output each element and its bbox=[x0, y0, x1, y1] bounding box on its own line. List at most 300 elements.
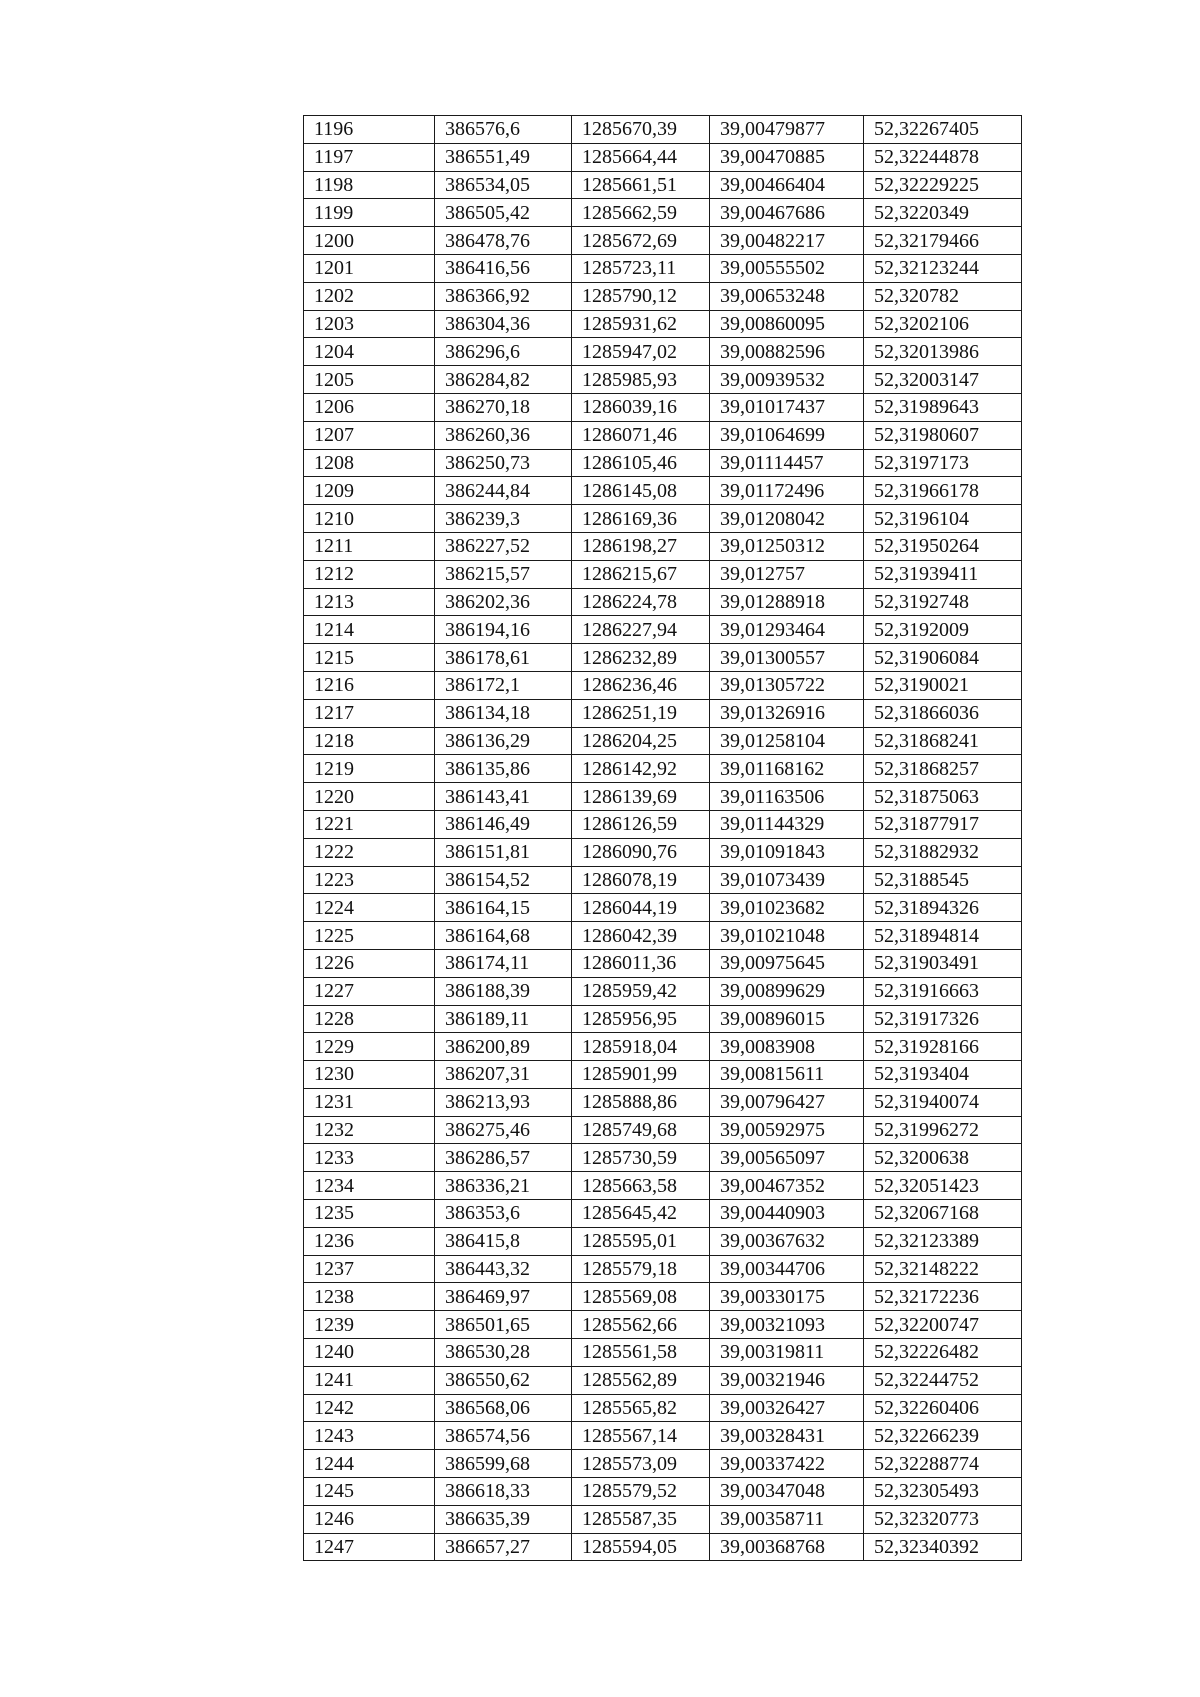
longitude-cell: 39,01163506 bbox=[710, 783, 864, 811]
longitude-cell: 39,00796427 bbox=[710, 1088, 864, 1116]
point-number-cell: 1208 bbox=[304, 449, 435, 477]
x-coordinate-cell: 386143,41 bbox=[435, 783, 572, 811]
coordinates-sheet bbox=[303, 115, 1022, 1561]
y-coordinate-cell: 1285672,69 bbox=[572, 227, 710, 255]
y-coordinate-cell: 1285595,01 bbox=[572, 1227, 710, 1255]
y-coordinate-cell: 1285947,02 bbox=[572, 338, 710, 366]
x-coordinate-cell: 386599,68 bbox=[435, 1450, 572, 1478]
y-coordinate-cell: 1286198,27 bbox=[572, 532, 710, 560]
table-row bbox=[304, 1172, 1022, 1200]
x-coordinate-cell: 386657,27 bbox=[435, 1533, 572, 1561]
longitude-cell: 39,00367632 bbox=[710, 1227, 864, 1255]
y-coordinate-cell: 1285985,93 bbox=[572, 366, 710, 394]
point-number-cell: 1235 bbox=[304, 1200, 435, 1228]
table-row bbox=[304, 1394, 1022, 1422]
table-row bbox=[304, 227, 1022, 255]
point-number-cell: 1215 bbox=[304, 644, 435, 672]
x-coordinate-cell: 386478,76 bbox=[435, 227, 572, 255]
x-coordinate-cell: 386164,68 bbox=[435, 922, 572, 950]
x-coordinate-cell: 386443,32 bbox=[435, 1255, 572, 1283]
y-coordinate-cell: 1286126,59 bbox=[572, 810, 710, 838]
latitude-cell: 52,31980607 bbox=[864, 421, 1022, 449]
x-coordinate-cell: 386244,84 bbox=[435, 477, 572, 505]
longitude-cell: 39,00368768 bbox=[710, 1533, 864, 1561]
latitude-cell: 52,31940074 bbox=[864, 1088, 1022, 1116]
longitude-cell: 39,00482217 bbox=[710, 227, 864, 255]
latitude-cell: 52,31916663 bbox=[864, 977, 1022, 1005]
y-coordinate-cell: 1285790,12 bbox=[572, 282, 710, 310]
table-row bbox=[304, 588, 1022, 616]
latitude-cell: 52,32320773 bbox=[864, 1505, 1022, 1533]
latitude-cell: 52,31894326 bbox=[864, 894, 1022, 922]
longitude-cell: 39,01073439 bbox=[710, 866, 864, 894]
x-coordinate-cell: 386366,92 bbox=[435, 282, 572, 310]
x-coordinate-cell: 386336,21 bbox=[435, 1172, 572, 1200]
table-row bbox=[304, 783, 1022, 811]
y-coordinate-cell: 1285749,68 bbox=[572, 1116, 710, 1144]
x-coordinate-cell: 386194,16 bbox=[435, 616, 572, 644]
table-row bbox=[304, 338, 1022, 366]
latitude-cell: 52,32200747 bbox=[864, 1311, 1022, 1339]
table-row bbox=[304, 532, 1022, 560]
latitude-cell: 52,32013986 bbox=[864, 338, 1022, 366]
latitude-cell: 52,32179466 bbox=[864, 227, 1022, 255]
x-coordinate-cell: 386530,28 bbox=[435, 1339, 572, 1367]
longitude-cell: 39,01064699 bbox=[710, 421, 864, 449]
latitude-cell: 52,3188545 bbox=[864, 866, 1022, 894]
point-number-cell: 1205 bbox=[304, 366, 435, 394]
table-row bbox=[304, 922, 1022, 950]
longitude-cell: 39,00330175 bbox=[710, 1283, 864, 1311]
y-coordinate-cell: 1285645,42 bbox=[572, 1200, 710, 1228]
y-coordinate-cell: 1285670,39 bbox=[572, 116, 710, 144]
point-number-cell: 1228 bbox=[304, 1005, 435, 1033]
y-coordinate-cell: 1285664,44 bbox=[572, 143, 710, 171]
latitude-cell: 52,31882932 bbox=[864, 838, 1022, 866]
latitude-cell: 52,32340392 bbox=[864, 1533, 1022, 1561]
longitude-cell: 39,01305722 bbox=[710, 671, 864, 699]
latitude-cell: 52,31989643 bbox=[864, 393, 1022, 421]
x-coordinate-cell: 386415,8 bbox=[435, 1227, 572, 1255]
longitude-cell: 39,00440903 bbox=[710, 1200, 864, 1228]
longitude-cell: 39,01250312 bbox=[710, 532, 864, 560]
latitude-cell: 52,32003147 bbox=[864, 366, 1022, 394]
point-number-cell: 1226 bbox=[304, 949, 435, 977]
x-coordinate-cell: 386618,33 bbox=[435, 1478, 572, 1506]
x-coordinate-cell: 386551,49 bbox=[435, 143, 572, 171]
y-coordinate-cell: 1286011,36 bbox=[572, 949, 710, 977]
longitude-cell: 39,01288918 bbox=[710, 588, 864, 616]
longitude-cell: 39,01168162 bbox=[710, 755, 864, 783]
table-row bbox=[304, 1422, 1022, 1450]
table-row bbox=[304, 1366, 1022, 1394]
point-number-cell: 1245 bbox=[304, 1478, 435, 1506]
y-coordinate-cell: 1285562,89 bbox=[572, 1366, 710, 1394]
latitude-cell: 52,31866036 bbox=[864, 699, 1022, 727]
y-coordinate-cell: 1285918,04 bbox=[572, 1033, 710, 1061]
x-coordinate-cell: 386275,46 bbox=[435, 1116, 572, 1144]
x-coordinate-cell: 386172,1 bbox=[435, 671, 572, 699]
x-coordinate-cell: 386207,31 bbox=[435, 1061, 572, 1089]
x-coordinate-cell: 386576,6 bbox=[435, 116, 572, 144]
y-coordinate-cell: 1286169,36 bbox=[572, 505, 710, 533]
longitude-cell: 39,01114457 bbox=[710, 449, 864, 477]
point-number-cell: 1217 bbox=[304, 699, 435, 727]
latitude-cell: 52,32229225 bbox=[864, 171, 1022, 199]
y-coordinate-cell: 1285723,11 bbox=[572, 254, 710, 282]
point-number-cell: 1199 bbox=[304, 199, 435, 227]
table-row bbox=[304, 310, 1022, 338]
y-coordinate-cell: 1285956,95 bbox=[572, 1005, 710, 1033]
table-row bbox=[304, 1533, 1022, 1561]
table-row bbox=[304, 699, 1022, 727]
point-number-cell: 1222 bbox=[304, 838, 435, 866]
x-coordinate-cell: 386574,56 bbox=[435, 1422, 572, 1450]
longitude-cell: 39,00555502 bbox=[710, 254, 864, 282]
latitude-cell: 52,32067168 bbox=[864, 1200, 1022, 1228]
point-number-cell: 1223 bbox=[304, 866, 435, 894]
table-row bbox=[304, 505, 1022, 533]
point-number-cell: 1236 bbox=[304, 1227, 435, 1255]
y-coordinate-cell: 1285565,82 bbox=[572, 1394, 710, 1422]
x-coordinate-cell: 386188,39 bbox=[435, 977, 572, 1005]
table-row bbox=[304, 977, 1022, 1005]
table-row bbox=[304, 1005, 1022, 1033]
y-coordinate-cell: 1285579,18 bbox=[572, 1255, 710, 1283]
table-row bbox=[304, 171, 1022, 199]
point-number-cell: 1234 bbox=[304, 1172, 435, 1200]
x-coordinate-cell: 386164,15 bbox=[435, 894, 572, 922]
longitude-cell: 39,00479877 bbox=[710, 116, 864, 144]
x-coordinate-cell: 386260,36 bbox=[435, 421, 572, 449]
latitude-cell: 52,3197173 bbox=[864, 449, 1022, 477]
latitude-cell: 52,31903491 bbox=[864, 949, 1022, 977]
table-row bbox=[304, 671, 1022, 699]
longitude-cell: 39,00326427 bbox=[710, 1394, 864, 1422]
x-coordinate-cell: 386286,57 bbox=[435, 1144, 572, 1172]
y-coordinate-cell: 1286227,94 bbox=[572, 616, 710, 644]
latitude-cell: 52,32266239 bbox=[864, 1422, 1022, 1450]
table-row bbox=[304, 1478, 1022, 1506]
latitude-cell: 52,31928166 bbox=[864, 1033, 1022, 1061]
table-row bbox=[304, 1061, 1022, 1089]
longitude-cell: 39,01017437 bbox=[710, 393, 864, 421]
point-number-cell: 1229 bbox=[304, 1033, 435, 1061]
point-number-cell: 1197 bbox=[304, 143, 435, 171]
latitude-cell: 52,32123244 bbox=[864, 254, 1022, 282]
latitude-cell: 52,32226482 bbox=[864, 1339, 1022, 1367]
x-coordinate-cell: 386353,6 bbox=[435, 1200, 572, 1228]
y-coordinate-cell: 1285931,62 bbox=[572, 310, 710, 338]
y-coordinate-cell: 1286139,69 bbox=[572, 783, 710, 811]
table-row bbox=[304, 1339, 1022, 1367]
latitude-cell: 52,3192748 bbox=[864, 588, 1022, 616]
latitude-cell: 52,3192009 bbox=[864, 616, 1022, 644]
y-coordinate-cell: 1286105,46 bbox=[572, 449, 710, 477]
y-coordinate-cell: 1286142,92 bbox=[572, 755, 710, 783]
x-coordinate-cell: 386200,89 bbox=[435, 1033, 572, 1061]
table-row bbox=[304, 866, 1022, 894]
latitude-cell: 52,31877917 bbox=[864, 810, 1022, 838]
longitude-cell: 39,00319811 bbox=[710, 1339, 864, 1367]
table-row bbox=[304, 199, 1022, 227]
point-number-cell: 1211 bbox=[304, 532, 435, 560]
y-coordinate-cell: 1286071,46 bbox=[572, 421, 710, 449]
y-coordinate-cell: 1286090,76 bbox=[572, 838, 710, 866]
y-coordinate-cell: 1286039,16 bbox=[572, 393, 710, 421]
x-coordinate-cell: 386146,49 bbox=[435, 810, 572, 838]
table-row bbox=[304, 894, 1022, 922]
latitude-cell: 52,31939411 bbox=[864, 560, 1022, 588]
point-number-cell: 1239 bbox=[304, 1311, 435, 1339]
y-coordinate-cell: 1285888,86 bbox=[572, 1088, 710, 1116]
x-coordinate-cell: 386213,93 bbox=[435, 1088, 572, 1116]
table-row bbox=[304, 1505, 1022, 1533]
x-coordinate-cell: 386635,39 bbox=[435, 1505, 572, 1533]
table-row bbox=[304, 1227, 1022, 1255]
latitude-cell: 52,31894814 bbox=[864, 922, 1022, 950]
y-coordinate-cell: 1286224,78 bbox=[572, 588, 710, 616]
x-coordinate-cell: 386134,18 bbox=[435, 699, 572, 727]
y-coordinate-cell: 1285959,42 bbox=[572, 977, 710, 1005]
table-row bbox=[304, 1450, 1022, 1478]
y-coordinate-cell: 1286044,19 bbox=[572, 894, 710, 922]
coordinates-table bbox=[303, 115, 1022, 1561]
longitude-cell: 39,00321946 bbox=[710, 1366, 864, 1394]
point-number-cell: 1233 bbox=[304, 1144, 435, 1172]
y-coordinate-cell: 1285573,09 bbox=[572, 1450, 710, 1478]
x-coordinate-cell: 386215,57 bbox=[435, 560, 572, 588]
longitude-cell: 39,01144329 bbox=[710, 810, 864, 838]
latitude-cell: 52,32148222 bbox=[864, 1255, 1022, 1283]
point-number-cell: 1240 bbox=[304, 1339, 435, 1367]
point-number-cell: 1204 bbox=[304, 338, 435, 366]
latitude-cell: 52,31950264 bbox=[864, 532, 1022, 560]
latitude-cell: 52,32305493 bbox=[864, 1478, 1022, 1506]
y-coordinate-cell: 1286215,67 bbox=[572, 560, 710, 588]
latitude-cell: 52,31966178 bbox=[864, 477, 1022, 505]
y-coordinate-cell: 1286232,89 bbox=[572, 644, 710, 672]
x-coordinate-cell: 386136,29 bbox=[435, 727, 572, 755]
longitude-cell: 39,01326916 bbox=[710, 699, 864, 727]
x-coordinate-cell: 386416,56 bbox=[435, 254, 572, 282]
longitude-cell: 39,00939532 bbox=[710, 366, 864, 394]
point-number-cell: 1206 bbox=[304, 393, 435, 421]
point-number-cell: 1224 bbox=[304, 894, 435, 922]
latitude-cell: 52,32123389 bbox=[864, 1227, 1022, 1255]
x-coordinate-cell: 386550,62 bbox=[435, 1366, 572, 1394]
latitude-cell: 52,32267405 bbox=[864, 116, 1022, 144]
point-number-cell: 1196 bbox=[304, 116, 435, 144]
table-row bbox=[304, 254, 1022, 282]
x-coordinate-cell: 386227,52 bbox=[435, 532, 572, 560]
longitude-cell: 39,00467352 bbox=[710, 1172, 864, 1200]
x-coordinate-cell: 386189,11 bbox=[435, 1005, 572, 1033]
point-number-cell: 1200 bbox=[304, 227, 435, 255]
point-number-cell: 1218 bbox=[304, 727, 435, 755]
y-coordinate-cell: 1285562,66 bbox=[572, 1311, 710, 1339]
point-number-cell: 1241 bbox=[304, 1366, 435, 1394]
y-coordinate-cell: 1285661,51 bbox=[572, 171, 710, 199]
point-number-cell: 1219 bbox=[304, 755, 435, 783]
longitude-cell: 39,01293464 bbox=[710, 616, 864, 644]
longitude-cell: 39,00899629 bbox=[710, 977, 864, 1005]
latitude-cell: 52,32244878 bbox=[864, 143, 1022, 171]
point-number-cell: 1213 bbox=[304, 588, 435, 616]
table-row bbox=[304, 1283, 1022, 1311]
latitude-cell: 52,320782 bbox=[864, 282, 1022, 310]
table-row bbox=[304, 366, 1022, 394]
table-row bbox=[304, 1311, 1022, 1339]
latitude-cell: 52,31917326 bbox=[864, 1005, 1022, 1033]
latitude-cell: 52,32172236 bbox=[864, 1283, 1022, 1311]
longitude-cell: 39,00565097 bbox=[710, 1144, 864, 1172]
x-coordinate-cell: 386501,65 bbox=[435, 1311, 572, 1339]
point-number-cell: 1238 bbox=[304, 1283, 435, 1311]
point-number-cell: 1202 bbox=[304, 282, 435, 310]
longitude-cell: 39,01208042 bbox=[710, 505, 864, 533]
point-number-cell: 1225 bbox=[304, 922, 435, 950]
table-row bbox=[304, 1033, 1022, 1061]
y-coordinate-cell: 1285587,35 bbox=[572, 1505, 710, 1533]
latitude-cell: 52,3190021 bbox=[864, 671, 1022, 699]
x-coordinate-cell: 386154,52 bbox=[435, 866, 572, 894]
latitude-cell: 52,3202106 bbox=[864, 310, 1022, 338]
latitude-cell: 52,3220349 bbox=[864, 199, 1022, 227]
latitude-cell: 52,31996272 bbox=[864, 1116, 1022, 1144]
longitude-cell: 39,00337422 bbox=[710, 1450, 864, 1478]
longitude-cell: 39,00653248 bbox=[710, 282, 864, 310]
point-number-cell: 1232 bbox=[304, 1116, 435, 1144]
latitude-cell: 52,32260406 bbox=[864, 1394, 1022, 1422]
longitude-cell: 39,00328431 bbox=[710, 1422, 864, 1450]
x-coordinate-cell: 386304,36 bbox=[435, 310, 572, 338]
point-number-cell: 1242 bbox=[304, 1394, 435, 1422]
longitude-cell: 39,01258104 bbox=[710, 727, 864, 755]
table-row bbox=[304, 1088, 1022, 1116]
x-coordinate-cell: 386568,06 bbox=[435, 1394, 572, 1422]
table-row bbox=[304, 1255, 1022, 1283]
point-number-cell: 1203 bbox=[304, 310, 435, 338]
table-row bbox=[304, 421, 1022, 449]
table-row bbox=[304, 1144, 1022, 1172]
longitude-cell: 39,00815611 bbox=[710, 1061, 864, 1089]
x-coordinate-cell: 386469,97 bbox=[435, 1283, 572, 1311]
x-coordinate-cell: 386534,05 bbox=[435, 171, 572, 199]
y-coordinate-cell: 1285901,99 bbox=[572, 1061, 710, 1089]
table-row bbox=[304, 393, 1022, 421]
longitude-cell: 39,012757 bbox=[710, 560, 864, 588]
latitude-cell: 52,32244752 bbox=[864, 1366, 1022, 1394]
longitude-cell: 39,01172496 bbox=[710, 477, 864, 505]
x-coordinate-cell: 386178,61 bbox=[435, 644, 572, 672]
x-coordinate-cell: 386250,73 bbox=[435, 449, 572, 477]
y-coordinate-cell: 1285662,59 bbox=[572, 199, 710, 227]
point-number-cell: 1243 bbox=[304, 1422, 435, 1450]
longitude-cell: 39,00344706 bbox=[710, 1255, 864, 1283]
point-number-cell: 1209 bbox=[304, 477, 435, 505]
x-coordinate-cell: 386270,18 bbox=[435, 393, 572, 421]
y-coordinate-cell: 1286078,19 bbox=[572, 866, 710, 894]
longitude-cell: 39,01023682 bbox=[710, 894, 864, 922]
table-row bbox=[304, 477, 1022, 505]
latitude-cell: 52,31906084 bbox=[864, 644, 1022, 672]
point-number-cell: 1230 bbox=[304, 1061, 435, 1089]
table-row bbox=[304, 143, 1022, 171]
table-row bbox=[304, 838, 1022, 866]
x-coordinate-cell: 386174,11 bbox=[435, 949, 572, 977]
latitude-cell: 52,32288774 bbox=[864, 1450, 1022, 1478]
table-row bbox=[304, 560, 1022, 588]
table-row bbox=[304, 449, 1022, 477]
coordinates-table-body bbox=[304, 116, 1022, 1561]
point-number-cell: 1221 bbox=[304, 810, 435, 838]
x-coordinate-cell: 386239,3 bbox=[435, 505, 572, 533]
longitude-cell: 39,00467686 bbox=[710, 199, 864, 227]
longitude-cell: 39,01021048 bbox=[710, 922, 864, 950]
y-coordinate-cell: 1285663,58 bbox=[572, 1172, 710, 1200]
longitude-cell: 39,00860095 bbox=[710, 310, 864, 338]
longitude-cell: 39,00321093 bbox=[710, 1311, 864, 1339]
longitude-cell: 39,01091843 bbox=[710, 838, 864, 866]
latitude-cell: 52,31868241 bbox=[864, 727, 1022, 755]
point-number-cell: 1214 bbox=[304, 616, 435, 644]
table-row bbox=[304, 116, 1022, 144]
x-coordinate-cell: 386151,81 bbox=[435, 838, 572, 866]
point-number-cell: 1210 bbox=[304, 505, 435, 533]
longitude-cell: 39,00592975 bbox=[710, 1116, 864, 1144]
latitude-cell: 52,3193404 bbox=[864, 1061, 1022, 1089]
longitude-cell: 39,01300557 bbox=[710, 644, 864, 672]
y-coordinate-cell: 1285567,14 bbox=[572, 1422, 710, 1450]
table-row bbox=[304, 616, 1022, 644]
latitude-cell: 52,32051423 bbox=[864, 1172, 1022, 1200]
longitude-cell: 39,00466404 bbox=[710, 171, 864, 199]
latitude-cell: 52,31875063 bbox=[864, 783, 1022, 811]
table-row bbox=[304, 949, 1022, 977]
longitude-cell: 39,0083908 bbox=[710, 1033, 864, 1061]
y-coordinate-cell: 1285730,59 bbox=[572, 1144, 710, 1172]
y-coordinate-cell: 1286236,46 bbox=[572, 671, 710, 699]
x-coordinate-cell: 386135,86 bbox=[435, 755, 572, 783]
point-number-cell: 1227 bbox=[304, 977, 435, 1005]
y-coordinate-cell: 1285561,58 bbox=[572, 1339, 710, 1367]
y-coordinate-cell: 1285594,05 bbox=[572, 1533, 710, 1561]
x-coordinate-cell: 386505,42 bbox=[435, 199, 572, 227]
point-number-cell: 1246 bbox=[304, 1505, 435, 1533]
longitude-cell: 39,00358711 bbox=[710, 1505, 864, 1533]
longitude-cell: 39,00470885 bbox=[710, 143, 864, 171]
point-number-cell: 1220 bbox=[304, 783, 435, 811]
y-coordinate-cell: 1286042,39 bbox=[572, 922, 710, 950]
point-number-cell: 1201 bbox=[304, 254, 435, 282]
y-coordinate-cell: 1286145,08 bbox=[572, 477, 710, 505]
table-row bbox=[304, 644, 1022, 672]
latitude-cell: 52,3200638 bbox=[864, 1144, 1022, 1172]
point-number-cell: 1231 bbox=[304, 1088, 435, 1116]
point-number-cell: 1244 bbox=[304, 1450, 435, 1478]
table-row bbox=[304, 810, 1022, 838]
table-row bbox=[304, 282, 1022, 310]
latitude-cell: 52,3196104 bbox=[864, 505, 1022, 533]
longitude-cell: 39,00347048 bbox=[710, 1478, 864, 1506]
y-coordinate-cell: 1285579,52 bbox=[572, 1478, 710, 1506]
longitude-cell: 39,00882596 bbox=[710, 338, 864, 366]
point-number-cell: 1198 bbox=[304, 171, 435, 199]
table-row bbox=[304, 1200, 1022, 1228]
x-coordinate-cell: 386284,82 bbox=[435, 366, 572, 394]
latitude-cell: 52,31868257 bbox=[864, 755, 1022, 783]
